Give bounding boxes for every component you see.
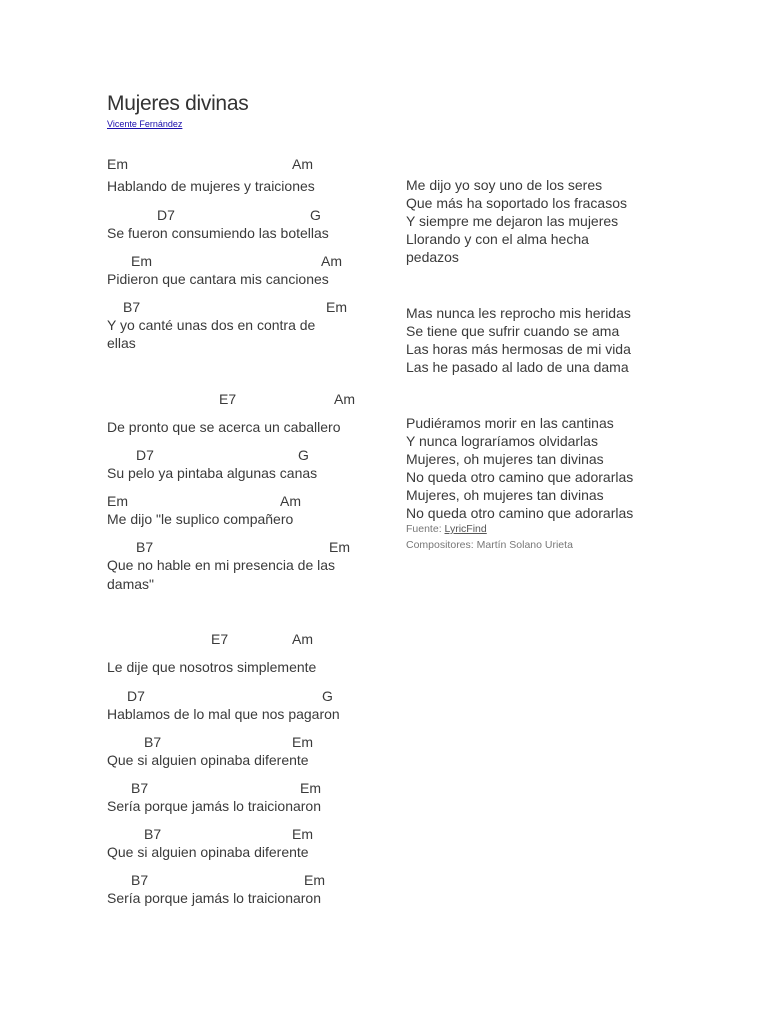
source-line (406, 523, 487, 535)
lyric-line: Y siempre me dejaron las mujeres (406, 213, 619, 229)
chord: E7 (211, 631, 229, 647)
chord: Em (107, 156, 128, 172)
lyric-line: Se fueron consumiendo las botellas (107, 225, 329, 241)
chord: D7 (136, 447, 154, 463)
chord: D7 (127, 688, 145, 704)
lyric-line: Las horas más hermosas de mi vida (406, 341, 631, 357)
lyric-line: Hablamos de lo mal que nos pagaron (107, 706, 340, 722)
chord: Em (304, 872, 325, 888)
lyric-line: Las he pasado al lado de una dama (406, 359, 629, 375)
chord: Am (334, 391, 355, 407)
lyric-line: Sería porque jamás lo traicionaron (107, 798, 322, 814)
lyric-line: No queda otro camino que adorarlas (406, 505, 634, 521)
lyric-line: Que no hable en mi presencia de las (107, 557, 336, 573)
chord: B7 (123, 299, 141, 315)
lyric-line: Que si alguien opinaba diferente (107, 844, 309, 860)
chord: Am (292, 631, 313, 647)
lyric-line: Hablando de mujeres y traiciones (107, 178, 315, 194)
lyric-line: Le dije que nosotros simplemente (107, 659, 317, 675)
lyric-line: Mujeres, oh mujeres tan divinas (406, 451, 604, 467)
song-title: Mujeres divinas (107, 92, 249, 115)
chord: Em (300, 780, 321, 796)
chord: Em (329, 539, 350, 555)
chord: G (322, 688, 333, 704)
chord: Em (326, 299, 347, 315)
chord: B7 (131, 780, 149, 796)
chord: Am (292, 156, 313, 172)
source-label: Fuente: (406, 523, 445, 535)
source-link[interactable]: LyricFind (444, 523, 487, 535)
lyric-line: pedazos (406, 249, 459, 265)
lyric-line: Y yo canté unas dos en contra de (107, 317, 316, 333)
lyric-line: Que si alguien opinaba diferente (107, 752, 309, 768)
artist-link[interactable]: Vicente Fernández (107, 119, 183, 129)
lyric-line: No queda otro camino que adorarlas (406, 469, 634, 485)
chord: Em (107, 493, 128, 509)
lyric-line: Mujeres, oh mujeres tan divinas (406, 487, 604, 503)
chord: Am (280, 493, 301, 509)
chord: G (310, 207, 321, 223)
lyric-line: ellas (107, 335, 136, 351)
chord: B7 (144, 734, 162, 750)
composers-line: Compositores: Martín Solano Urieta (406, 539, 573, 551)
chord: B7 (144, 826, 162, 842)
lyric-line: Y nunca lograríamos olvidarlas (406, 433, 598, 449)
lyric-line: damas" (107, 576, 154, 592)
chord: G (298, 447, 309, 463)
lyric-line: Pudiéramos morir en las cantinas (406, 415, 614, 431)
chord: Am (321, 253, 342, 269)
lyric-line: De pronto que se acerca un caballero (107, 419, 341, 435)
lyric-line: Llorando y con el alma hecha (406, 231, 589, 247)
chord: Em (292, 734, 313, 750)
chord: Em (292, 826, 313, 842)
lyric-line: Mas nunca les reprocho mis heridas (406, 305, 631, 321)
lyric-line: Sería porque jamás lo traicionaron (107, 890, 322, 906)
lyric-line: Su pelo ya pintaba algunas canas (107, 465, 318, 481)
chord: Em (131, 253, 152, 269)
lyric-line: Pidieron que cantara mis canciones (107, 271, 329, 287)
chord: B7 (136, 539, 154, 555)
chord: B7 (131, 872, 149, 888)
chord: E7 (219, 391, 237, 407)
lyric-line: Que más ha soportado los fracasos (406, 195, 628, 211)
lyric-line: Me dijo "le suplico compañero (107, 511, 294, 527)
lyric-line: Se tiene que sufrir cuando se ama (406, 323, 620, 339)
lyric-line: Me dijo yo soy uno de los seres (406, 177, 603, 193)
chord: D7 (157, 207, 175, 223)
